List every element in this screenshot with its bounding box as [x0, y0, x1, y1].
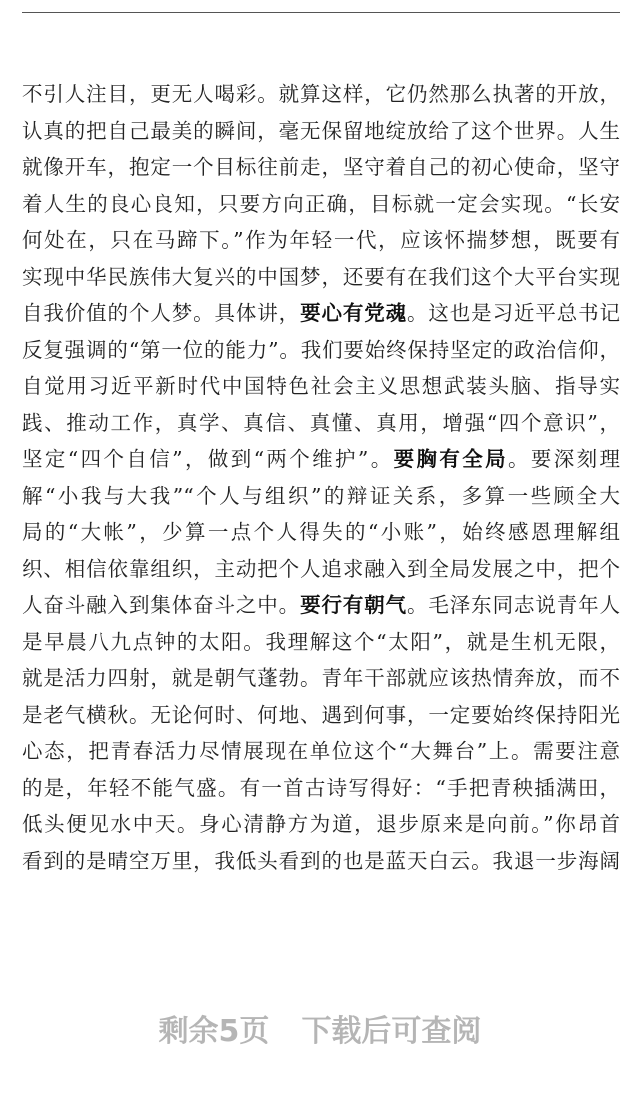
text-line: [22, 186, 620, 223]
text-line: [22, 697, 620, 734]
text-line: [22, 259, 620, 296]
text-run: 。毛泽东同志说青年人: [407, 593, 620, 617]
text-run: 反复强调的“第一位的能力”。我们要始终保持坚定的政治信仰，: [22, 337, 620, 362]
text-line: [22, 514, 620, 551]
text-run: 践、推动工作，真学、真信、真懂、真用，增强“四个意识”，: [22, 410, 620, 435]
remaining-pages-label: 剩余5页: [158, 1014, 270, 1049]
text-run: 实现中华民族伟大复兴的中国梦，还要有在我们这个大平台实现: [22, 264, 620, 289]
text-run: 自我价值的个人梦。具体讲，: [22, 301, 301, 325]
bold-phrase: 要胸有全局: [393, 447, 509, 471]
top-divider: [22, 12, 620, 13]
text-line: [22, 806, 620, 843]
text-run: 是早晨八九点钟的太阳。我理解这个“太阳”，就是生机无限，: [22, 629, 620, 654]
text-run: 解“小我与大我”“个人与组织”的辩证关系，多算一些顾全大: [22, 483, 620, 508]
text-line: [22, 332, 620, 369]
text-line: [22, 551, 620, 588]
text-line: [22, 624, 620, 661]
text-line: [22, 587, 620, 624]
download-hint-label: 下载后可查阅: [301, 1014, 482, 1049]
text-line: [22, 149, 620, 186]
bold-phrase: 要行有朝气: [300, 593, 408, 617]
text-run: 。要深刻理: [508, 447, 620, 471]
text-line: [22, 405, 620, 442]
text-line: [22, 733, 620, 770]
text-run: 。这也是习近平总书记: [407, 301, 620, 325]
text-run: 就是活力四射，就是朝气蓬勃。青年干部就应该热情奔放，而不: [22, 666, 620, 690]
text-line: [22, 76, 620, 113]
text-line: [22, 660, 620, 697]
text-run: 就像开车，抱定一个目标往前走，坚守着自己的初心使命，坚守: [22, 155, 620, 179]
text-line: [22, 113, 620, 150]
text-line: [22, 295, 620, 332]
text-run: 低头便见水中天。身心清静方为道，退步原来是向前。”你昂首: [22, 812, 620, 836]
text-line: [22, 222, 620, 259]
text-line: [22, 478, 620, 515]
text-run: 人奋斗融入到集体奋斗之中。: [22, 593, 301, 617]
document-body: [22, 76, 620, 879]
text-run: 看到的是晴空万里，我低头看到的也是蓝天白云。我退一步海阔: [22, 848, 620, 873]
text-line: [22, 770, 620, 807]
text-run: 局的“大帐”，少算一点个人得失的“小账”，始终感恩理解组: [22, 520, 620, 544]
text-run: 认真的把自己最美的瞬间，毫无保留地绽放给了这个世界。人生: [22, 118, 620, 143]
text-line: [22, 441, 620, 478]
text-run: 织、相信依靠组织，主动把个人追求融入到全局发展之中，把个: [22, 556, 620, 581]
text-run: 着人生的良心良知，只要方向正确，目标就一定会实现。“长安: [22, 191, 620, 216]
text-run: 何处在，只在马蹄下。”作为年轻一代，应该怀揣梦想，既要有: [22, 228, 620, 252]
bold-phrase: 要心有党魂: [300, 301, 408, 325]
download-prompt[interactable]: [0, 1010, 640, 1054]
text-run: 坚定“四个自信”，做到“两个维护”。: [22, 447, 394, 471]
text-run: 心态，把青春活力尽情展现在单位这个“大舞台”上。需要注意: [22, 739, 620, 763]
text-line: [22, 368, 620, 405]
text-run: 的是，年轻不能气盛。有一首古诗写得好：“手把青秧插满田，: [22, 775, 620, 800]
text-run: 不引人注目，更无人喝彩。就算这样，它仍然那么执著的开放，: [22, 82, 620, 106]
text-run: 自觉用习近平新时代中国特色社会主义思想武装头脑、指导实: [22, 374, 620, 398]
text-line: [22, 843, 620, 880]
text-run: 是老气横秋。无论何时、何地、遇到何事，一定要始终保持阳光: [22, 702, 620, 727]
